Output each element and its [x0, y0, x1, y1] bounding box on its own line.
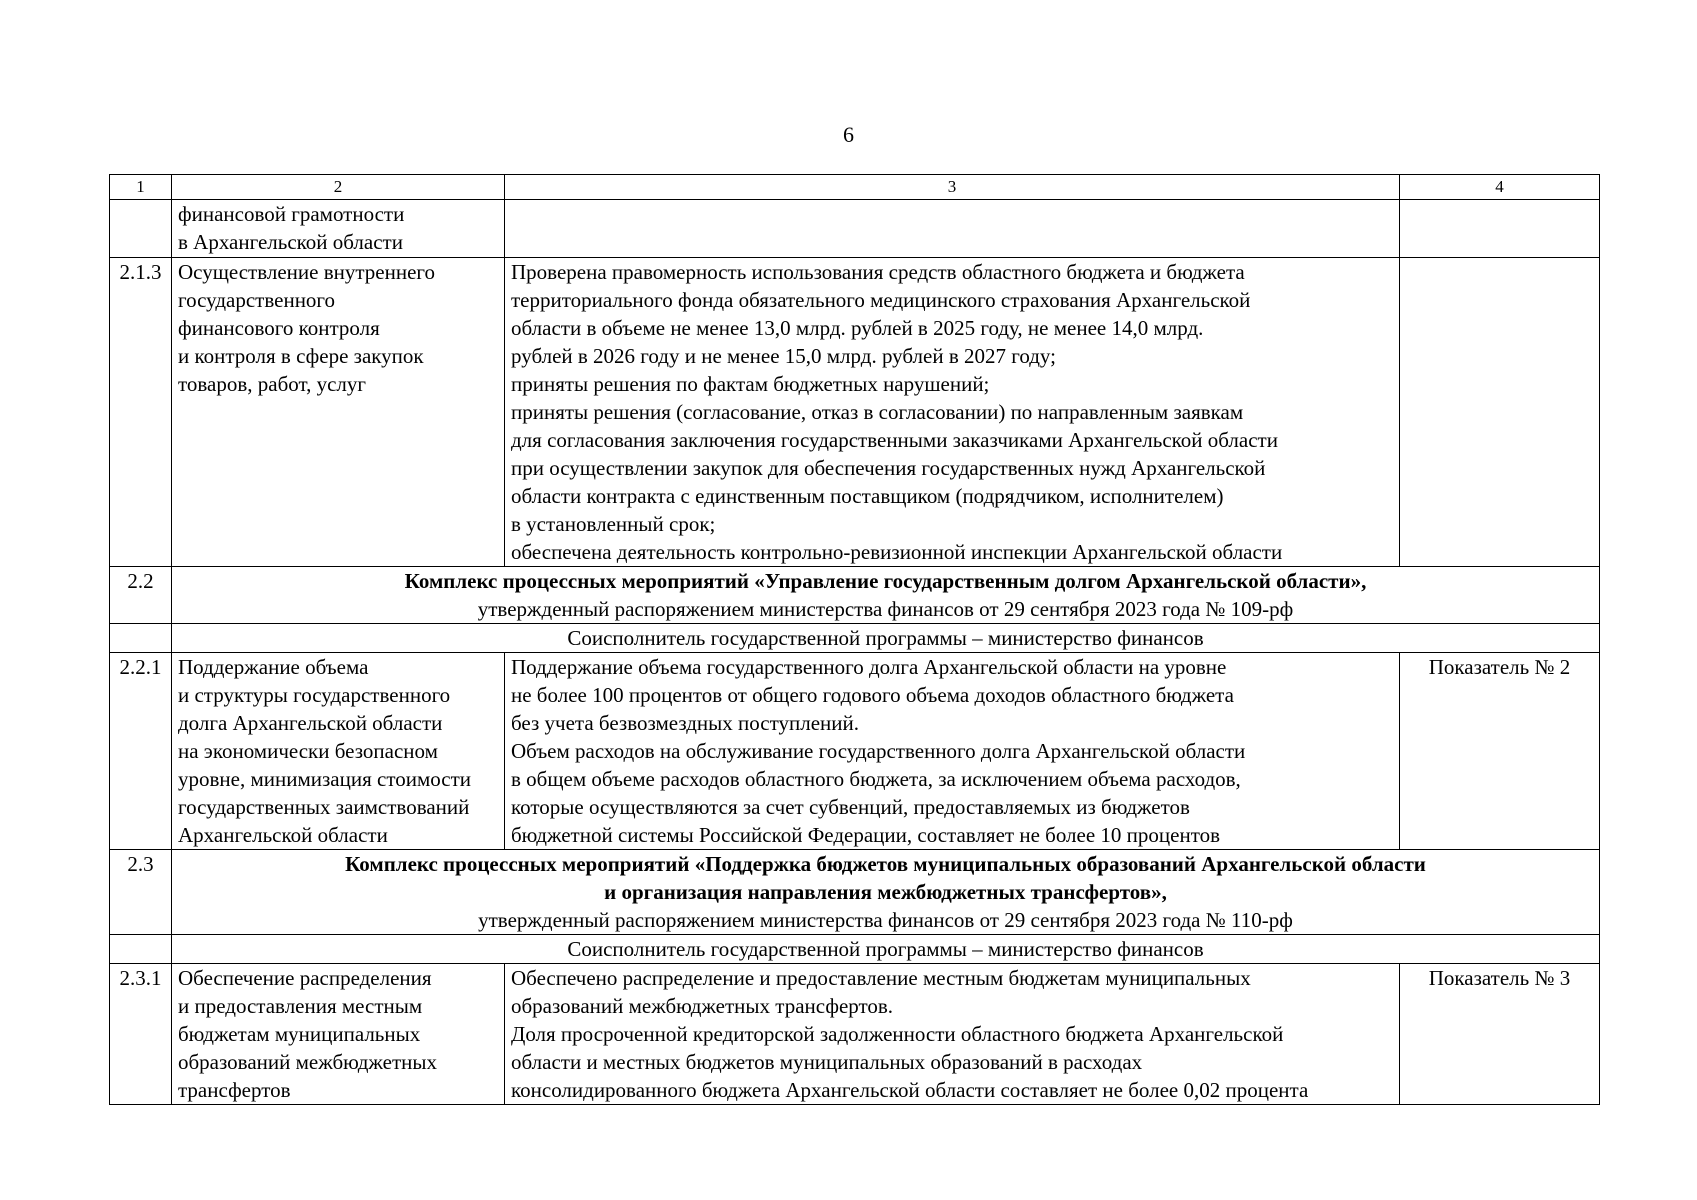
header-col-1: 1 — [110, 175, 172, 200]
section-number: 2.2 — [110, 567, 172, 624]
section-row-2-2 — [110, 567, 1600, 624]
coexecutor-text: Соисполнитель государственной программы – министерство финансов — [172, 624, 1600, 653]
coexecutor-text: Соисполнитель государственной программы – министерство финансов — [172, 935, 1600, 964]
measure-result: Обеспечено распределение и предоставление местным бюджетам муниципальных образований межбюджетных трансфертов. Доля просроченной кредиторской задолженности областного бюджета Архангельской области и местных бюджетов муниципальных образований в расходах консолидированного бюджета Архангельской области составляет не более 0,02 процента — [505, 964, 1400, 1105]
page-number: 6 — [843, 122, 854, 147]
continuation-num — [110, 200, 172, 258]
row-number: 2.3.1 — [110, 964, 172, 1105]
measure-name: Поддержание объема и структуры государственного долга Архангельской области на экономически безопасном уровне, минимизация стоимости государственных заимствований Архангельской области — [172, 653, 505, 850]
continuation-row — [110, 200, 1600, 258]
coexecutor-num — [110, 935, 172, 964]
section-title: Комплекс процессных мероприятий «Управление государственным долгом Архангельской области», — [404, 569, 1367, 593]
row-number: 2.2.1 — [110, 653, 172, 850]
table-row-2-2-1 — [110, 653, 1600, 850]
row-number: 2.1.3 — [110, 258, 172, 567]
table-header-row — [110, 175, 1600, 200]
section-title: Комплекс процессных мероприятий «Поддержка бюджетов муниципальных образований Архангельской области и организация направления межбюджетных трансфертов», — [345, 852, 1426, 904]
measure-result: Проверена правомерность использования средств областного бюджета и бюджета территориального фонда обязательного медицинского страхования Архангельской области в объеме не менее 13,0 млрд. рублей в 2025 году, не менее 14,0 млрд. рублей в 2026 году и не менее 15,0 млрд. рублей в 2027 году; приняты решения по фактам бюджетных нарушений; приняты решения (согласование, отказ в согласовании) по направленным заявкам для согласования заключения государственными заказчиками Архангельской области при осуществлении закупок для обеспечения государственных нужд Архангельской области контракта с единственным поставщиком (подрядчиком, исполнителем) в установленный срок; обеспечена деятельность контрольно-ревизионной инспекции Архангельской области — [505, 258, 1400, 567]
table-row-2-3-1 — [110, 964, 1600, 1105]
section-approval: утвержденный распоряжением министерства финансов от 29 сентября 2023 года № 109-рф — [477, 597, 1294, 621]
continuation-name: финансовой грамотности в Архангельской области — [172, 200, 505, 258]
header-col-2: 2 — [172, 175, 505, 200]
measure-indicator — [1400, 258, 1600, 567]
measure-name: Обеспечение распределения и предоставления местным бюджетам муниципальных образований межбюджетных трансфертов — [172, 964, 505, 1105]
section-number: 2.3 — [110, 850, 172, 935]
section-title-cell — [172, 567, 1600, 624]
coexecutor-row-2-2 — [110, 624, 1600, 653]
measures-table — [109, 174, 1600, 1105]
section-title-cell — [172, 850, 1600, 935]
table-row-2-1-3 — [110, 258, 1600, 567]
section-approval: утвержденный распоряжением министерства финансов от 29 сентября 2023 года № 110-рф — [478, 908, 1293, 932]
header-col-4: 4 — [1400, 175, 1600, 200]
header-col-3: 3 — [505, 175, 1400, 200]
coexecutor-row-2-3 — [110, 935, 1600, 964]
coexecutor-num — [110, 624, 172, 653]
measure-name: Осуществление внутреннего государственного финансового контроля и контроля в сфере закупок товаров, работ, услуг — [172, 258, 505, 567]
measure-result: Поддержание объема государственного долга Архангельской области на уровне не более 100 процентов от общего годового объема доходов областного бюджета без учета безвозмездных поступлений. Объем расходов на обслуживание государственного долга Архангельской области в общем объеме расходов областного бюджета, за исключением объема расходов, которые осуществляются за счет субвенций, предоставляемых из бюджетов бюджетной системы Российской Федерации, составляет не более 10 процентов — [505, 653, 1400, 850]
continuation-result — [505, 200, 1400, 258]
measure-indicator: Показатель № 3 — [1400, 964, 1600, 1105]
continuation-indicator — [1400, 200, 1600, 258]
measure-indicator: Показатель № 2 — [1400, 653, 1600, 850]
section-row-2-3 — [110, 850, 1600, 935]
